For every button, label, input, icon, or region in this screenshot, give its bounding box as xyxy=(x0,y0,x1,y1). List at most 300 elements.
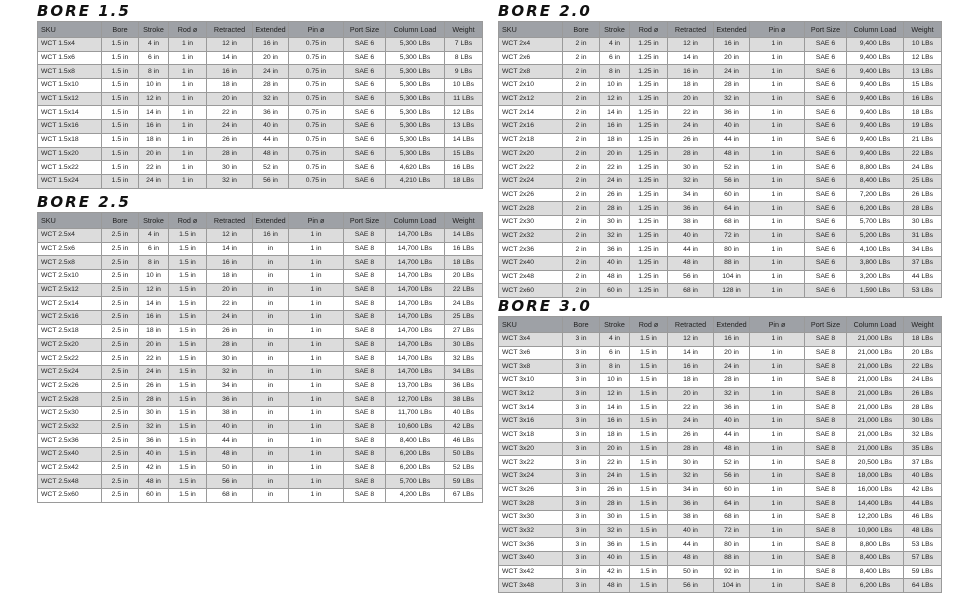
column-header-port-size: Port Size xyxy=(805,317,847,333)
cell-retracted: 22 in xyxy=(668,401,714,415)
cell-weight: 18 LBs xyxy=(445,174,483,188)
cell-column-load: 3,200 LBs xyxy=(847,270,904,284)
cell-retracted: 32 in xyxy=(207,174,253,188)
table-row xyxy=(499,161,942,175)
table-row xyxy=(38,242,483,256)
cell-extended: 32 in xyxy=(714,387,750,401)
table-row xyxy=(499,442,942,456)
cell-rod-diameter: 1.5 in xyxy=(169,475,207,489)
cell-stroke: 40 in xyxy=(600,552,630,566)
cell-port-size: SAE 8 xyxy=(344,352,386,366)
cell-bore: 2.5 in xyxy=(102,461,139,475)
cell-extended: in xyxy=(253,283,289,297)
cell-retracted: 68 in xyxy=(207,489,253,503)
cell-weight: 25 LBs xyxy=(445,311,483,325)
cell-retracted: 18 in xyxy=(207,270,253,284)
cell-extended: 60 in xyxy=(714,188,750,202)
cell-sku: WCT 2.5x28 xyxy=(38,393,102,407)
cell-pin-diameter: 1 in xyxy=(750,188,805,202)
table-row xyxy=(499,79,942,93)
table-row xyxy=(499,538,942,552)
cell-stroke: 42 in xyxy=(600,565,630,579)
cell-pin-diameter: 1 in xyxy=(750,579,805,593)
cell-pin-diameter: 1 in xyxy=(750,510,805,524)
cell-retracted: 26 in xyxy=(668,133,714,147)
cell-port-size: SAE 6 xyxy=(805,161,847,175)
cell-retracted: 38 in xyxy=(668,510,714,524)
cell-extended: 56 in xyxy=(714,469,750,483)
cell-pin-diameter: 1 in xyxy=(289,324,344,338)
cell-weight: 8 LBs xyxy=(445,51,483,65)
cell-extended: in xyxy=(253,379,289,393)
cell-sku: WCT 1.5x10 xyxy=(38,79,102,93)
cell-retracted: 56 in xyxy=(668,270,714,284)
cell-pin-diameter: 1 in xyxy=(289,448,344,462)
cell-pin-diameter: 1 in xyxy=(750,215,805,229)
cell-stroke: 20 in xyxy=(139,147,169,161)
table-row xyxy=(38,161,483,175)
cell-column-load: 5,700 LBs xyxy=(386,475,445,489)
column-header-sku: SKU xyxy=(499,317,563,333)
cell-sku: WCT 2x6 xyxy=(499,51,563,65)
cell-column-load: 5,700 LBs xyxy=(847,215,904,229)
cell-bore: 2.5 in xyxy=(102,434,139,448)
cell-stroke: 32 in xyxy=(139,420,169,434)
cell-port-size: SAE 8 xyxy=(805,360,847,374)
column-header-column-load: Column Load xyxy=(847,317,904,333)
cell-stroke: 12 in xyxy=(139,283,169,297)
cell-rod-diameter: 1 in xyxy=(169,161,207,175)
cell-bore: 2 in xyxy=(563,188,600,202)
cell-sku: WCT 3x30 xyxy=(499,510,563,524)
cell-weight: 13 LBs xyxy=(445,120,483,134)
cell-stroke: 16 in xyxy=(600,120,630,134)
cell-column-load: 14,700 LBs xyxy=(386,297,445,311)
cell-port-size: SAE 6 xyxy=(805,92,847,106)
cell-extended: in xyxy=(253,270,289,284)
cell-stroke: 6 in xyxy=(139,242,169,256)
cell-port-size: SAE 6 xyxy=(805,120,847,134)
cell-column-load: 14,700 LBs xyxy=(386,229,445,243)
spec-table xyxy=(37,21,483,189)
cell-sku: WCT 2x22 xyxy=(499,161,563,175)
table-row xyxy=(499,510,942,524)
cell-sku: WCT 2.5x8 xyxy=(38,256,102,270)
cell-column-load: 5,300 LBs xyxy=(386,79,445,93)
cell-column-load: 5,300 LBs xyxy=(386,51,445,65)
table-row xyxy=(499,202,942,216)
cell-retracted: 16 in xyxy=(668,360,714,374)
cell-stroke: 16 in xyxy=(139,120,169,134)
cell-retracted: 36 in xyxy=(668,202,714,216)
section-title: BORE 1.5 xyxy=(37,2,131,20)
cell-retracted: 24 in xyxy=(207,311,253,325)
cell-rod-diameter: 1.25 in xyxy=(630,188,668,202)
cell-weight: 50 LBs xyxy=(445,448,483,462)
cell-port-size: SAE 8 xyxy=(805,374,847,388)
cell-retracted: 28 in xyxy=(668,442,714,456)
cell-weight: 30 LBs xyxy=(904,215,942,229)
table-row xyxy=(38,365,483,379)
table-row xyxy=(38,393,483,407)
cell-extended: 20 in xyxy=(714,51,750,65)
cell-weight: 32 LBs xyxy=(904,428,942,442)
cell-sku: WCT 2.5x12 xyxy=(38,283,102,297)
cell-stroke: 18 in xyxy=(600,428,630,442)
cell-weight: 27 LBs xyxy=(445,324,483,338)
table-row xyxy=(499,565,942,579)
cell-sku: WCT 2x16 xyxy=(499,120,563,134)
cell-pin-diameter: 1 in xyxy=(750,65,805,79)
cell-rod-diameter: 1.5 in xyxy=(169,338,207,352)
cell-stroke: 22 in xyxy=(139,161,169,175)
cell-pin-diameter: 1 in xyxy=(289,475,344,489)
cell-pin-diameter: 1 in xyxy=(750,51,805,65)
table-row xyxy=(499,524,942,538)
column-header-sku: SKU xyxy=(499,22,563,38)
table-row xyxy=(499,497,942,511)
cell-column-load: 10,600 LBs xyxy=(386,420,445,434)
cell-sku: WCT 3x14 xyxy=(499,401,563,415)
table-row xyxy=(499,188,942,202)
cell-bore: 2.5 in xyxy=(102,229,139,243)
cell-extended: 32 in xyxy=(253,92,289,106)
cell-extended: in xyxy=(253,338,289,352)
section-title: BORE 2.5 xyxy=(37,193,131,211)
cell-pin-diameter: 0.75 in xyxy=(289,79,344,93)
cell-pin-diameter: 1 in xyxy=(289,489,344,503)
cell-stroke: 4 in xyxy=(139,229,169,243)
cell-rod-diameter: 1.5 in xyxy=(630,579,668,593)
cell-weight: 22 LBs xyxy=(904,147,942,161)
cell-pin-diameter: 1 in xyxy=(750,133,805,147)
cell-column-load: 14,700 LBs xyxy=(386,283,445,297)
cell-weight: 14 LBs xyxy=(445,229,483,243)
cell-stroke: 28 in xyxy=(600,497,630,511)
cell-retracted: 20 in xyxy=(668,92,714,106)
cell-rod-diameter: 1.25 in xyxy=(630,284,668,298)
cell-column-load: 6,200 LBs xyxy=(847,202,904,216)
column-header-weight: Weight xyxy=(904,22,942,38)
cell-port-size: SAE 8 xyxy=(344,311,386,325)
table-row xyxy=(38,283,483,297)
cell-column-load: 9,400 LBs xyxy=(847,147,904,161)
cell-column-load: 12,700 LBs xyxy=(386,393,445,407)
cell-port-size: SAE 8 xyxy=(344,338,386,352)
cell-rod-diameter: 1.5 in xyxy=(169,283,207,297)
cell-sku: WCT 2x4 xyxy=(499,38,563,52)
cell-pin-diameter: 1 in xyxy=(750,565,805,579)
cell-bore: 2 in xyxy=(563,51,600,65)
cell-port-size: SAE 6 xyxy=(344,133,386,147)
cell-extended: 52 in xyxy=(714,456,750,470)
cell-port-size: SAE 8 xyxy=(344,365,386,379)
cell-column-load: 9,400 LBs xyxy=(847,79,904,93)
cell-sku: WCT 2x12 xyxy=(499,92,563,106)
cell-weight: 30 LBs xyxy=(445,338,483,352)
cell-rod-diameter: 1.25 in xyxy=(630,92,668,106)
cell-bore: 2 in xyxy=(563,215,600,229)
cell-sku: WCT 3x40 xyxy=(499,552,563,566)
cell-rod-diameter: 1.5 in xyxy=(630,401,668,415)
cell-port-size: SAE 8 xyxy=(344,461,386,475)
cell-retracted: 18 in xyxy=(207,79,253,93)
cell-stroke: 26 in xyxy=(600,188,630,202)
cell-bore: 1.5 in xyxy=(102,147,139,161)
cell-weight: 34 LBs xyxy=(445,365,483,379)
cell-weight: 59 LBs xyxy=(445,475,483,489)
cell-weight: 28 LBs xyxy=(904,202,942,216)
cell-port-size: SAE 6 xyxy=(344,38,386,52)
table-row xyxy=(499,257,942,271)
header-row xyxy=(499,22,942,38)
cell-retracted: 56 in xyxy=(207,475,253,489)
cell-port-size: SAE 8 xyxy=(344,297,386,311)
cell-bore: 2 in xyxy=(563,229,600,243)
table-row xyxy=(499,174,942,188)
cell-column-load: 21,000 LBs xyxy=(847,360,904,374)
cell-extended: 104 in xyxy=(714,579,750,593)
bore-2-0-section xyxy=(498,2,942,298)
table-row xyxy=(38,65,483,79)
cell-weight: 59 LBs xyxy=(904,565,942,579)
cell-weight: 28 LBs xyxy=(904,401,942,415)
cell-column-load: 8,400 LBs xyxy=(847,552,904,566)
cell-weight: 13 LBs xyxy=(904,65,942,79)
cell-column-load: 14,700 LBs xyxy=(386,270,445,284)
cell-pin-diameter: 1 in xyxy=(750,469,805,483)
cell-port-size: SAE 8 xyxy=(344,393,386,407)
cell-sku: WCT 3x18 xyxy=(499,428,563,442)
table-row xyxy=(499,469,942,483)
cell-extended: 20 in xyxy=(714,346,750,360)
cell-weight: 44 LBs xyxy=(904,497,942,511)
cell-rod-diameter: 1.25 in xyxy=(630,202,668,216)
cell-port-size: SAE 6 xyxy=(344,174,386,188)
cell-stroke: 42 in xyxy=(139,461,169,475)
cell-port-size: SAE 6 xyxy=(805,270,847,284)
cell-rod-diameter: 1 in xyxy=(169,106,207,120)
cell-retracted: 24 in xyxy=(668,120,714,134)
cell-pin-diameter: 0.75 in xyxy=(289,38,344,52)
cell-bore: 3 in xyxy=(563,387,600,401)
table-row xyxy=(499,346,942,360)
cell-stroke: 16 in xyxy=(600,415,630,429)
cell-stroke: 32 in xyxy=(600,229,630,243)
column-header-weight: Weight xyxy=(445,213,483,229)
cell-pin-diameter: 1 in xyxy=(750,229,805,243)
table-row xyxy=(38,406,483,420)
table-row xyxy=(499,38,942,52)
cell-retracted: 38 in xyxy=(668,215,714,229)
cell-extended: 48 in xyxy=(253,147,289,161)
table-row xyxy=(38,338,483,352)
cell-port-size: SAE 6 xyxy=(805,284,847,298)
cell-rod-diameter: 1.5 in xyxy=(169,461,207,475)
cell-stroke: 30 in xyxy=(600,510,630,524)
column-header-stroke: Stroke xyxy=(139,213,169,229)
cell-pin-diameter: 1 in xyxy=(750,483,805,497)
cell-stroke: 4 in xyxy=(600,333,630,347)
cell-rod-diameter: 1.5 in xyxy=(630,538,668,552)
cell-port-size: SAE 6 xyxy=(805,133,847,147)
cell-extended: 40 in xyxy=(253,120,289,134)
cell-retracted: 12 in xyxy=(207,38,253,52)
cell-sku: WCT 2x20 xyxy=(499,147,563,161)
cell-sku: WCT 3x10 xyxy=(499,374,563,388)
cell-pin-diameter: 0.75 in xyxy=(289,174,344,188)
cell-port-size: SAE 8 xyxy=(344,434,386,448)
cell-sku: WCT 3x22 xyxy=(499,456,563,470)
cell-column-load: 12,200 LBs xyxy=(847,510,904,524)
cell-port-size: SAE 8 xyxy=(805,483,847,497)
cell-sku: WCT 3x24 xyxy=(499,469,563,483)
cell-weight: 12 LBs xyxy=(445,106,483,120)
cell-bore: 3 in xyxy=(563,401,600,415)
table-row xyxy=(499,333,942,347)
cell-sku: WCT 1.5x8 xyxy=(38,65,102,79)
cell-column-load: 9,400 LBs xyxy=(847,106,904,120)
cell-weight: 48 LBs xyxy=(904,524,942,538)
cell-retracted: 14 in xyxy=(668,346,714,360)
cell-column-load: 8,400 LBs xyxy=(847,565,904,579)
cell-rod-diameter: 1.5 in xyxy=(630,374,668,388)
cell-column-load: 21,000 LBs xyxy=(847,346,904,360)
cell-port-size: SAE 6 xyxy=(344,92,386,106)
cell-bore: 2.5 in xyxy=(102,406,139,420)
cell-pin-diameter: 1 in xyxy=(289,379,344,393)
cell-bore: 2.5 in xyxy=(102,270,139,284)
cell-bore: 2 in xyxy=(563,270,600,284)
table-row xyxy=(38,448,483,462)
cell-retracted: 20 in xyxy=(207,283,253,297)
column-header-extended: Extended xyxy=(714,317,750,333)
cell-column-load: 5,300 LBs xyxy=(386,133,445,147)
cell-sku: WCT 2x48 xyxy=(499,270,563,284)
cell-bore: 3 in xyxy=(563,552,600,566)
cell-port-size: SAE 6 xyxy=(344,147,386,161)
cell-pin-diameter: 1 in xyxy=(289,283,344,297)
cell-rod-diameter: 1.25 in xyxy=(630,133,668,147)
cell-stroke: 10 in xyxy=(600,79,630,93)
column-header-pin-diameter: Pin ø xyxy=(750,317,805,333)
column-header-stroke: Stroke xyxy=(600,317,630,333)
cell-rod-diameter: 1.5 in xyxy=(169,434,207,448)
cell-stroke: 10 in xyxy=(139,79,169,93)
cell-extended: in xyxy=(253,461,289,475)
cell-pin-diameter: 1 in xyxy=(750,415,805,429)
cell-extended: in xyxy=(253,420,289,434)
cell-bore: 2.5 in xyxy=(102,379,139,393)
cell-weight: 12 LBs xyxy=(904,51,942,65)
table-row xyxy=(38,120,483,134)
cell-retracted: 44 in xyxy=(668,538,714,552)
cell-sku: WCT 1.5x24 xyxy=(38,174,102,188)
cell-port-size: SAE 8 xyxy=(344,489,386,503)
cell-sku: WCT 2.5x30 xyxy=(38,406,102,420)
cell-port-size: SAE 8 xyxy=(344,256,386,270)
cell-sku: WCT 3x16 xyxy=(499,415,563,429)
cell-weight: 14 LBs xyxy=(445,133,483,147)
cell-sku: WCT 1.5x14 xyxy=(38,106,102,120)
table-row xyxy=(38,38,483,52)
cell-pin-diameter: 1 in xyxy=(289,420,344,434)
cell-extended: 64 in xyxy=(714,202,750,216)
cell-sku: WCT 1.5x6 xyxy=(38,51,102,65)
cell-stroke: 14 in xyxy=(600,106,630,120)
cell-rod-diameter: 1.5 in xyxy=(169,256,207,270)
section-title: BORE 2.0 xyxy=(498,2,592,20)
table-row xyxy=(499,387,942,401)
cell-pin-diameter: 1 in xyxy=(289,297,344,311)
cell-port-size: SAE 8 xyxy=(344,448,386,462)
cell-extended: in xyxy=(253,242,289,256)
cell-retracted: 48 in xyxy=(207,448,253,462)
cell-sku: WCT 3x32 xyxy=(499,524,563,538)
cell-extended: in xyxy=(253,352,289,366)
cell-stroke: 8 in xyxy=(600,65,630,79)
cell-extended: 92 in xyxy=(714,565,750,579)
cell-rod-diameter: 1.5 in xyxy=(169,270,207,284)
cell-bore: 2 in xyxy=(563,161,600,175)
cell-retracted: 16 in xyxy=(207,256,253,270)
cell-rod-diameter: 1.5 in xyxy=(630,346,668,360)
cell-retracted: 14 in xyxy=(207,51,253,65)
cell-column-load: 5,300 LBs xyxy=(386,120,445,134)
cell-pin-diameter: 1 in xyxy=(289,270,344,284)
cell-bore: 2.5 in xyxy=(102,420,139,434)
cell-extended: 104 in xyxy=(714,270,750,284)
cell-weight: 16 LBs xyxy=(445,242,483,256)
cell-sku: WCT 3x42 xyxy=(499,565,563,579)
cell-stroke: 36 in xyxy=(600,243,630,257)
cell-stroke: 30 in xyxy=(139,406,169,420)
cell-sku: WCT 2x40 xyxy=(499,257,563,271)
cell-weight: 18 LBs xyxy=(445,256,483,270)
cell-stroke: 14 in xyxy=(600,401,630,415)
cell-pin-diameter: 1 in xyxy=(750,92,805,106)
cell-column-load: 14,700 LBs xyxy=(386,242,445,256)
table-row xyxy=(499,284,942,298)
cell-port-size: SAE 8 xyxy=(805,401,847,415)
cell-weight: 18 LBs xyxy=(904,333,942,347)
table-row xyxy=(38,51,483,65)
cell-stroke: 30 in xyxy=(600,215,630,229)
cell-weight: 40 LBs xyxy=(445,406,483,420)
cell-extended: 36 in xyxy=(253,106,289,120)
cell-pin-diameter: 1 in xyxy=(289,256,344,270)
cell-column-load: 14,700 LBs xyxy=(386,365,445,379)
cell-column-load: 21,000 LBs xyxy=(847,442,904,456)
cell-rod-diameter: 1.5 in xyxy=(169,406,207,420)
cell-port-size: SAE 6 xyxy=(805,51,847,65)
cell-port-size: SAE 8 xyxy=(344,475,386,489)
table-row xyxy=(499,229,942,243)
cell-rod-diameter: 1.5 in xyxy=(630,469,668,483)
cell-rod-diameter: 1.25 in xyxy=(630,120,668,134)
spec-table xyxy=(37,212,483,503)
cell-bore: 3 in xyxy=(563,510,600,524)
cell-rod-diameter: 1.5 in xyxy=(169,393,207,407)
cell-retracted: 24 in xyxy=(207,120,253,134)
cell-extended: in xyxy=(253,434,289,448)
cell-extended: 36 in xyxy=(714,401,750,415)
cell-bore: 3 in xyxy=(563,415,600,429)
cell-weight: 46 LBs xyxy=(445,434,483,448)
column-header-column-load: Column Load xyxy=(386,213,445,229)
cell-port-size: SAE 6 xyxy=(805,188,847,202)
column-header-bore: Bore xyxy=(563,22,600,38)
